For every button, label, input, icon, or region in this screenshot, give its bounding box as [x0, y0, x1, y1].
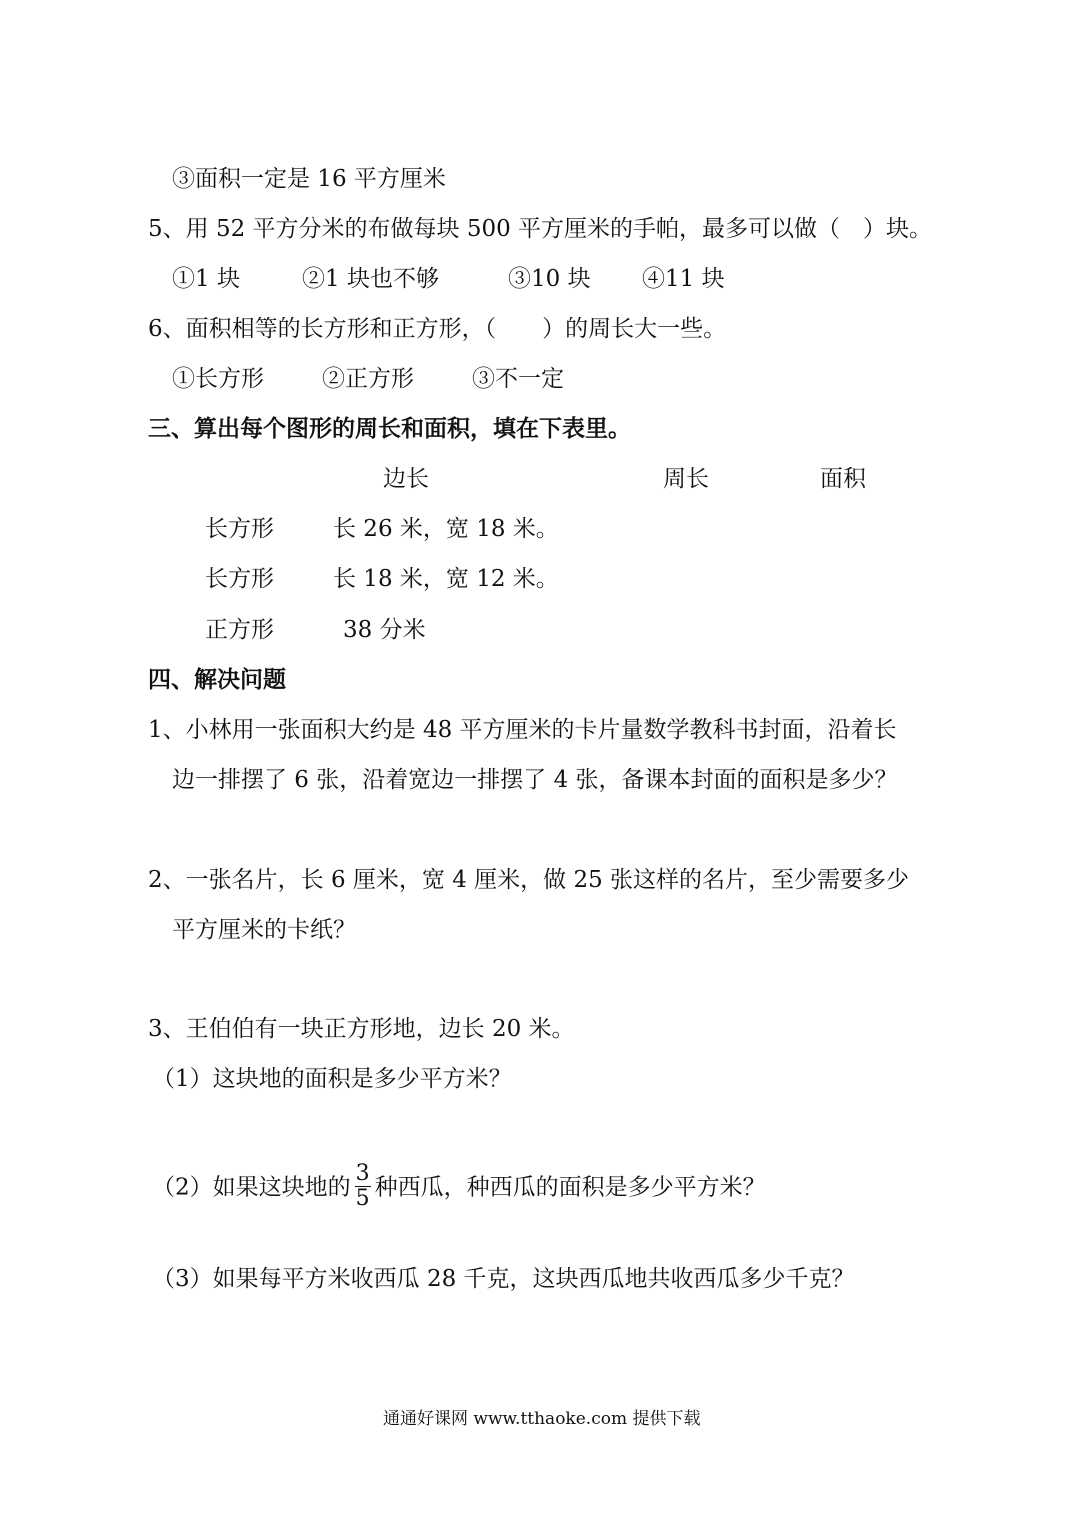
row-3-side: 38 分米 [343, 617, 426, 643]
section-3-heading: 三、算出每个图形的周长和面积，填在下表里。 [148, 416, 631, 442]
q5-option-1: ①1 块 [172, 266, 240, 292]
header-perimeter: 周长 [663, 466, 709, 492]
q5-option-4: ④11 块 [642, 266, 725, 292]
fraction-denominator: 5 [355, 1186, 370, 1211]
header-side-length: 边长 [383, 466, 429, 492]
q6-option-2: ②正方形 [322, 366, 414, 392]
q6-option-3: ③不一定 [472, 366, 564, 392]
footer-credit: 通通好课网 www.tthaoke.com 提供下载 [383, 1409, 701, 1429]
header-area: 面积 [820, 466, 866, 492]
problem-3-sub-3: （3）如果每平方米收西瓜 28 千克，这块西瓜地共收西瓜多少千克？ [152, 1266, 855, 1292]
q6-option-1: ①长方形 [172, 366, 264, 392]
row-1-side: 长 26 米，宽 18 米。 [333, 516, 559, 542]
row-2-shape: 长方形 [205, 566, 274, 592]
question-5: 5、用 52 平方分米的布做每块 500 平方厘米的手帕，最多可以做（ ）块。 [148, 216, 933, 242]
row-2-side: 长 18 米，宽 12 米。 [333, 566, 559, 592]
q5-option-3: ③10 块 [508, 266, 591, 292]
fraction-three-fifths [355, 1162, 371, 1211]
q5-option-2: ②1 块也不够 [302, 266, 439, 292]
question-6: 6、面积相等的长方形和正方形，（ ）的周长大一些。 [148, 316, 727, 342]
sub-2-before: （2）如果这块地的 [152, 1174, 351, 1201]
row-1-shape: 长方形 [205, 516, 274, 542]
problem-3-sub-1: （1）这块地的面积是多少平方米？ [152, 1066, 512, 1092]
fraction-numerator: 3 [355, 1161, 370, 1186]
problem-3-sub-2 [152, 1161, 766, 1213]
problem-3-intro: 3、王伯伯有一块正方形地，边长 20 米。 [148, 1016, 575, 1042]
problem-2-line-2: 平方厘米的卡纸？ [172, 917, 356, 943]
sub-2-after: 种西瓜，种西瓜的面积是多少平方米？ [374, 1174, 766, 1201]
row-3-shape: 正方形 [205, 617, 274, 643]
problem-1-line-2: 边一排摆了 6 张，沿着宽边一排摆了 4 张，备课本封面的面积是多少？ [172, 767, 898, 793]
q4-option-3: ③面积一定是 16 平方厘米 [172, 166, 446, 192]
section-4-heading: 四、解决问题 [148, 667, 286, 693]
problem-1-line-1: 1、小林用一张面积大约是 48 平方厘米的卡片量数学教科书封面，沿着长 [148, 717, 897, 743]
problem-2-line-1: 2、一张名片，长 6 厘米，宽 4 厘米，做 25 张这样的名片，至少需要多少 [148, 867, 910, 893]
